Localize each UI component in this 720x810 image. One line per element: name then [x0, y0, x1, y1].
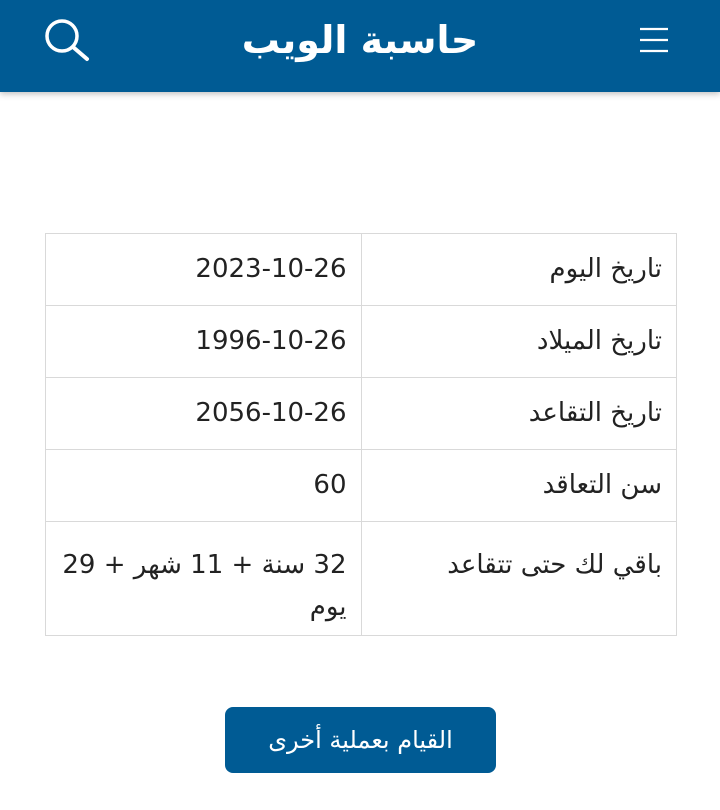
retirement-results-table	[45, 233, 677, 636]
row-label-today-date: تاريخ اليوم	[361, 234, 676, 306]
table-row	[46, 234, 677, 306]
table-row	[46, 306, 677, 378]
table-row	[46, 522, 677, 636]
row-label-birth-date: تاريخ الميلاد	[361, 306, 676, 378]
page-title: حاسبة الويب	[241, 18, 479, 62]
row-value-retirement-date: 2056-10-26	[46, 378, 362, 450]
hamburger-menu-icon	[636, 26, 672, 56]
row-value-birth-date: 1996-10-26	[46, 306, 362, 378]
app-header	[0, 0, 720, 92]
table-row	[46, 450, 677, 522]
row-label-time-remaining: باقي لك حتى تتقاعد	[361, 522, 676, 636]
row-label-retirement-age: سن التعاقد	[361, 450, 676, 522]
row-value-retirement-age: 60	[46, 450, 362, 522]
table-row	[46, 378, 677, 450]
new-calculation-button[interactable]: القيام بعملية أخرى	[225, 707, 496, 773]
menu-button[interactable]	[636, 26, 672, 56]
row-value-time-remaining: 32 سنة + 11 شهر + 29 يوم	[46, 522, 362, 636]
row-label-retirement-date: تاريخ التقاعد	[361, 378, 676, 450]
row-value-today-date: 2023-10-26	[46, 234, 362, 306]
